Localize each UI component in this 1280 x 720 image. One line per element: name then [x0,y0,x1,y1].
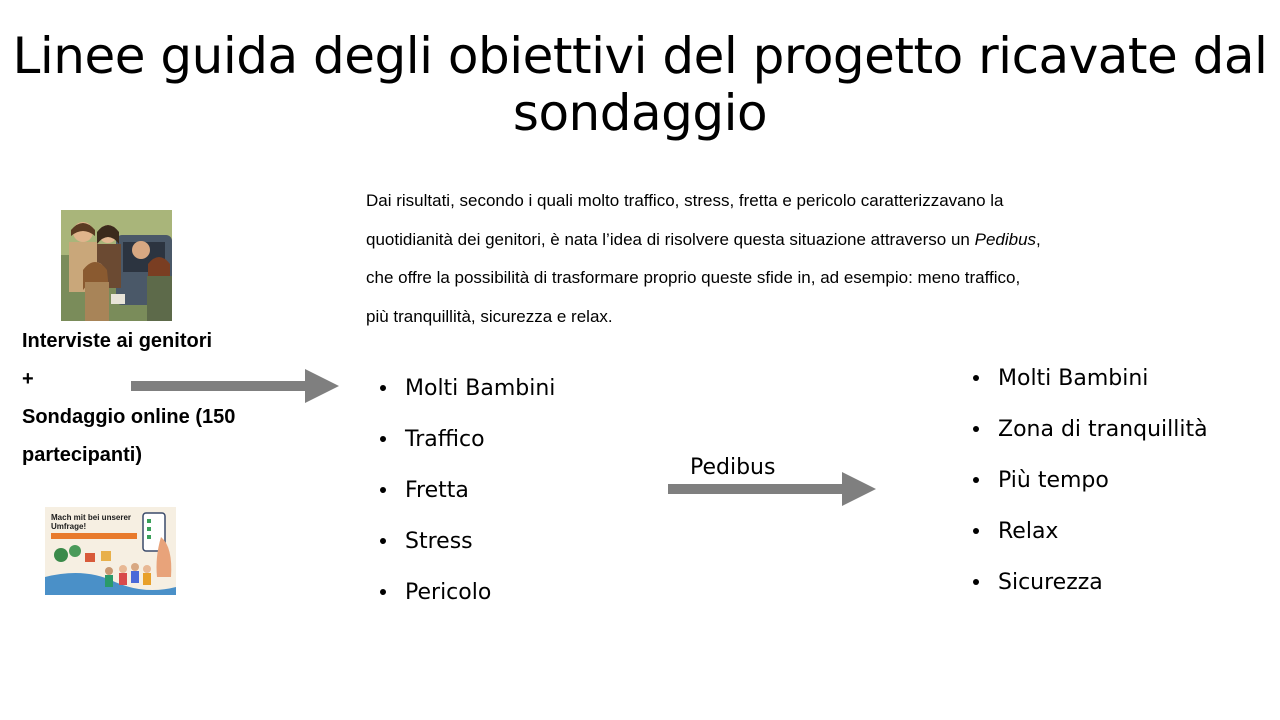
bullet-icon [380,589,386,595]
arrow-to-problems-icon [131,369,341,403]
bullet-icon [973,477,979,483]
list-item [378,516,555,567]
bullet-icon [380,436,386,442]
bullet-icon [973,579,979,585]
goal-label: Molti Bambini [998,366,1149,391]
goal-label: Relax [998,519,1059,544]
problem-label: Pericolo [405,580,492,605]
survey-label: Sondaggio online (150 [22,406,236,428]
goals-list [971,353,1208,608]
pedibus-label: Pedibus [690,455,776,480]
paragraph-line-2 [366,221,1206,260]
flyer-text-2: Umfrage! [51,522,87,531]
list-item [971,557,1208,608]
goal-label: Zona di tranquillità [998,417,1208,442]
list-item [971,353,1208,404]
bullet-icon [973,375,979,381]
bullet-icon [973,426,979,432]
list-item [971,455,1208,506]
problems-list [378,363,555,618]
survey-label-continued: partecipanti) [22,444,143,466]
paragraph-line-4: più tranquillità, sicurezza e relax. [366,306,613,326]
slide-title-line-1: Linee guida degli obiettivi del progetto ricavate dal [12,27,1268,85]
list-item [971,404,1208,455]
paragraph-line-2-end: , [1036,229,1041,249]
goal-label: Sicurezza [998,570,1103,595]
list-item [378,363,555,414]
problem-label: Traffico [405,427,485,452]
list-item [378,414,555,465]
slide-title [0,28,1280,142]
problem-label: Fretta [405,478,469,503]
paragraph-line-1: Dai risultati, secondo i quali molto traffico, stress, fretta e pericolo caratterizzavano la [366,191,1004,210]
problem-label: Stress [405,529,473,554]
problem-label: Molti Bambini [405,376,556,401]
bullet-icon [973,528,979,534]
paragraph-line-3: che offre la possibilità di trasformare proprio queste sfide in, ad esempio: meno traffico, [366,268,1021,287]
pedibus-emphasis: Pedibus [974,229,1037,249]
plus-sign: + [22,368,34,390]
bullet-icon [380,538,386,544]
paragraph-line-2-text: quotidianità dei genitori, è nata l’idea di risolvere questa situazione attraverso un [366,229,975,249]
flyer-text-1: Mach mit bei unserer [51,513,132,522]
arrow-to-goals-icon [668,472,878,506]
goal-label: Più tempo [998,468,1109,493]
results-paragraph [366,182,1206,336]
bullet-icon [380,385,386,391]
bullet-icon [380,487,386,493]
interviews-label: Interviste ai genitori [22,330,213,352]
survey-flyer-image [45,507,176,595]
list-item [971,506,1208,557]
parents-interview-photo [61,210,172,321]
slide-title-line-2: sondaggio [512,84,768,142]
list-item [378,567,555,618]
list-item [378,465,555,516]
